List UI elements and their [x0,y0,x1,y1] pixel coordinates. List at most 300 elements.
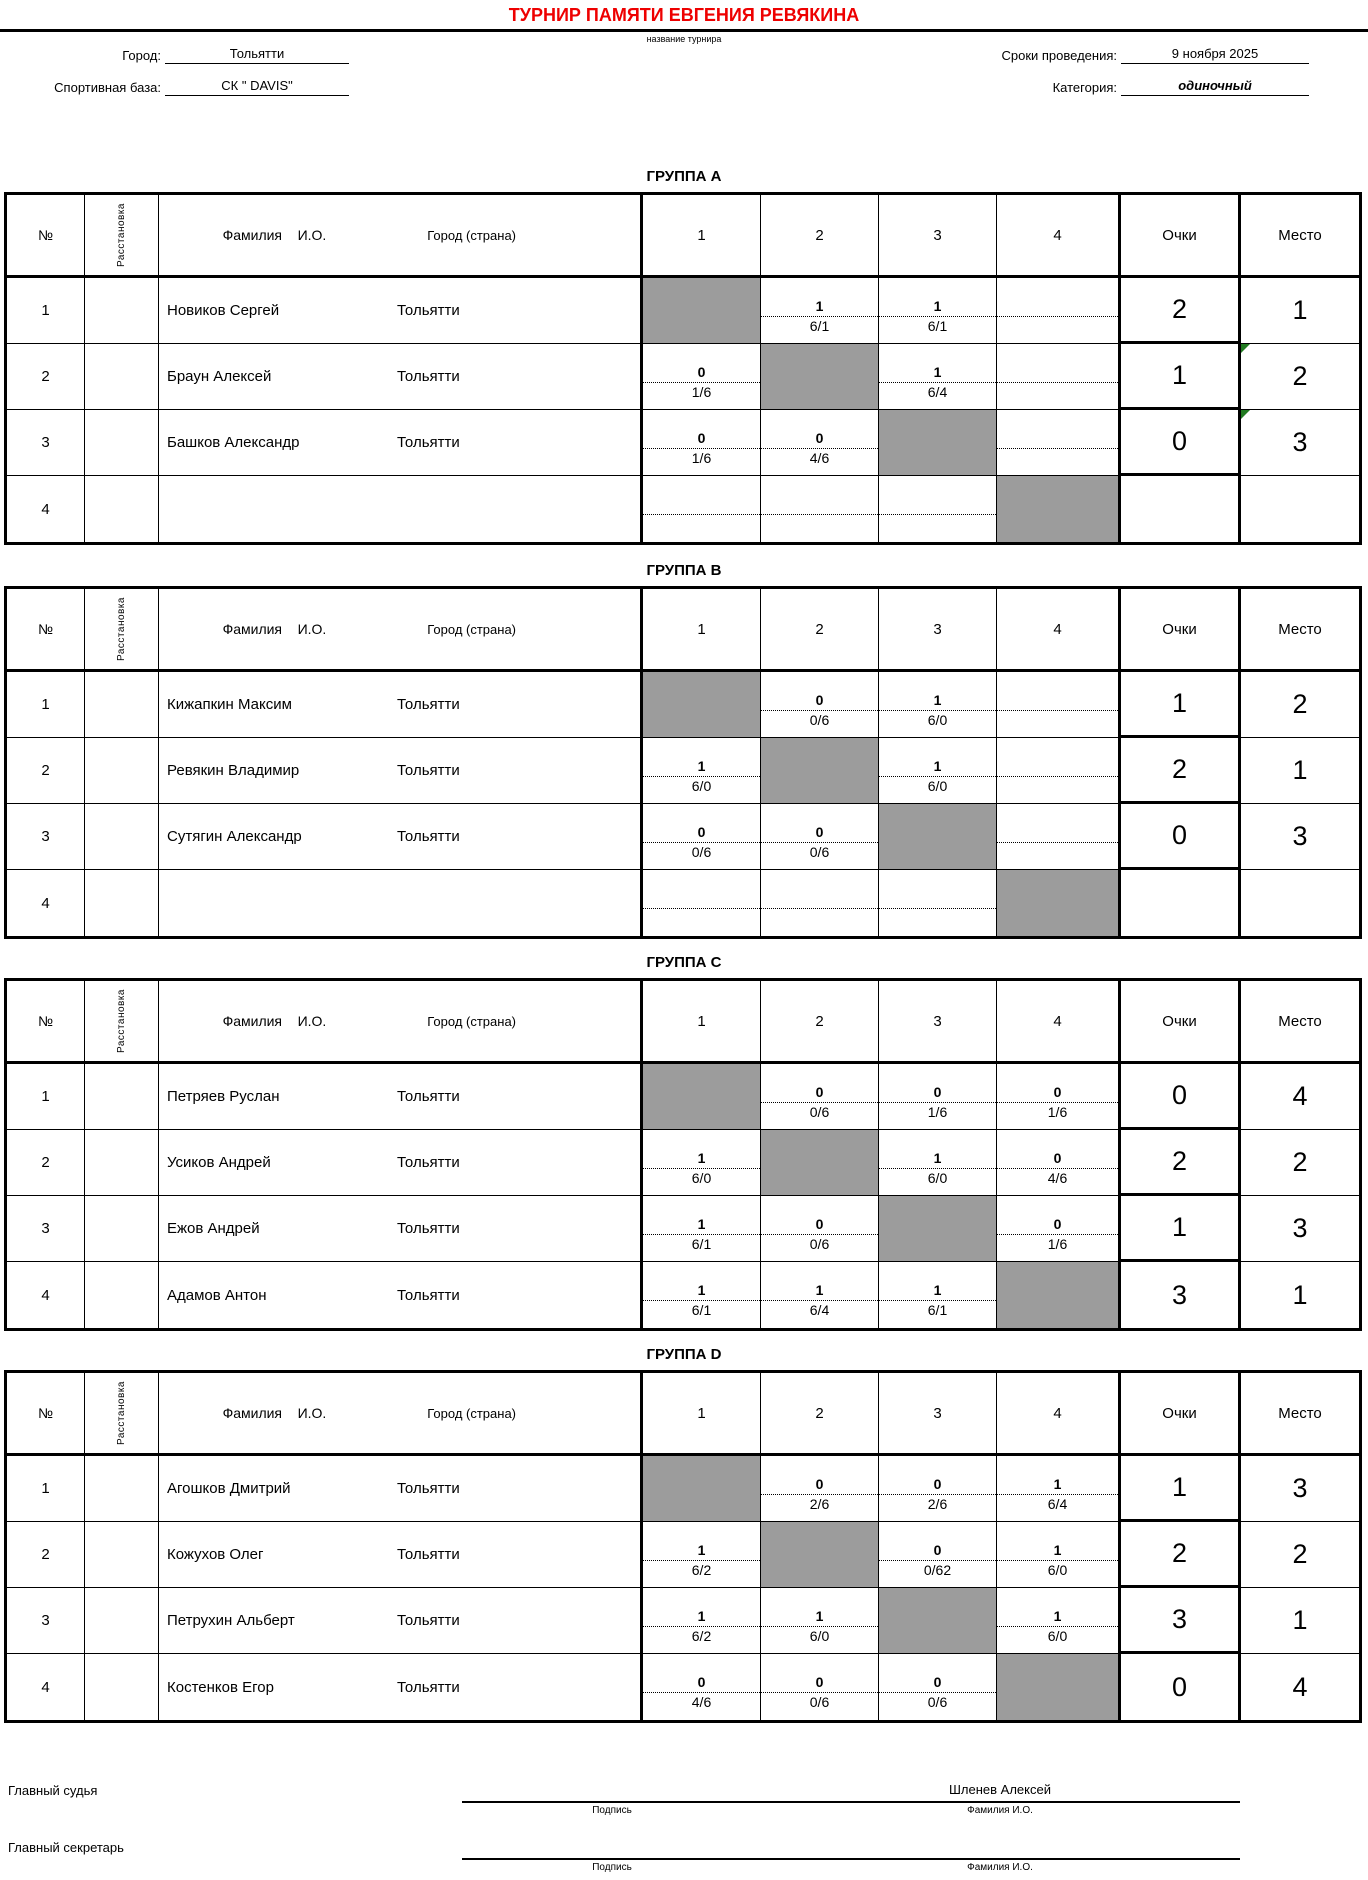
match-result-value [997,410,1118,449]
match-result-value: 0 [643,344,760,383]
match-result-value: 1 [643,1130,760,1169]
match-result-value [643,870,760,909]
surname-initials-label: Фамилия И.О. [222,621,327,637]
match-result-value: 0 [761,1196,878,1235]
row-number-cell: 3 [7,1196,85,1262]
set-score-value: 6/4 [1047,1496,1068,1512]
match-result-value: 0 [879,1064,996,1103]
place-cell: 1 [1241,278,1359,344]
col-header-player [159,1373,643,1456]
venue-label: Спортивная база: [54,80,161,95]
player-name: Ежов Андрей [167,1220,260,1237]
score-cell [997,1130,1121,1196]
score-cell [761,1262,879,1328]
set-score-value: 6/4 [809,1302,830,1318]
col-header-number: № [7,981,85,1064]
score-cell [761,1456,879,1522]
set-score-value: 1/6 [927,1104,948,1120]
row-number-cell: 3 [7,804,85,870]
points-cell: 1 [1121,1456,1241,1522]
seeding-vertical-label: Расстановка [116,597,127,661]
match-result-value: 1 [879,738,996,777]
place-cell: 3 [1241,410,1359,476]
city-country-label: Город (страна) [427,1405,517,1421]
player-city: Тольятти [396,368,460,385]
player-cell [159,1064,643,1130]
col-header-opponent: 4 [997,589,1121,672]
set-score-value: 1/6 [691,450,712,466]
player-name: Агошков Дмитрий [167,1480,291,1497]
score-cell [997,278,1121,344]
self-match-cell [761,344,879,410]
self-match-cell [879,410,997,476]
group-title: ГРУППА B [646,562,722,579]
set-score-value: 6/0 [1047,1562,1068,1578]
score-cell [997,1522,1121,1588]
player-city: Тольятти [396,1678,460,1696]
place-cell: 2 [1241,672,1359,738]
row-number-cell: 2 [7,1130,85,1196]
match-result-value: 0 [879,1654,996,1693]
set-score-value: 6/2 [691,1562,712,1578]
player-cell [159,1130,643,1196]
group-title: ГРУППА A [646,168,722,185]
col-header-number: № [7,1373,85,1456]
score-cell [643,1196,761,1262]
player-name: Браун Алексей [167,368,272,385]
place-cell [1241,870,1359,936]
match-result-value: 0 [643,410,760,449]
match-result-value: 1 [761,1588,878,1627]
col-header-points: Очки [1121,589,1241,672]
self-match-cell [879,1588,997,1654]
col-header-opponent: 3 [879,195,997,278]
place-cell: 1 [1292,1279,1308,1310]
player-city: Тольятти [396,1612,460,1629]
score-cell [761,1064,879,1130]
dates-label: Сроки проведения: [1001,48,1117,63]
col-header-player [159,195,643,278]
player-cell [159,344,643,410]
col-header-place: Место [1241,589,1359,672]
dates-value: 9 ноября 2025 [1121,46,1309,64]
match-result-value [997,738,1118,777]
set-score-value: 0/6 [809,1104,830,1120]
set-score-value: 0/62 [923,1562,952,1578]
score-cell [643,738,761,804]
set-score-value: 6/0 [691,778,712,794]
score-cell [997,1588,1121,1654]
row-number-cell: 2 [7,344,85,410]
player-cell [159,1588,643,1654]
score-cell [761,278,879,344]
match-result-value: 0 [643,1654,760,1693]
match-result-value: 0 [879,1522,996,1561]
score-cell [761,672,879,738]
seeding-cell [85,672,159,738]
score-cell [761,1654,879,1720]
seeding-cell [85,278,159,344]
venue-value: СК " DAVIS" [165,78,349,96]
category-value: одиночный [1121,78,1309,96]
row-number-cell: 2 [7,738,85,804]
score-cell [997,672,1121,738]
set-score-value: 2/6 [927,1496,948,1512]
set-score-value: 6/0 [927,712,948,728]
score-cell [879,1130,997,1196]
secretary-name-caption: Фамилия И.О. [967,1862,1033,1873]
set-score-value [997,383,1118,409]
player-city: Тольятти [396,302,460,319]
points-cell: 2 [1121,1522,1241,1588]
score-cell [997,410,1121,476]
set-score-value: 0/6 [691,844,712,860]
match-result-value [761,870,878,909]
match-result-value: 1 [643,1262,760,1301]
match-result-value: 0 [997,1196,1118,1235]
seeding-cell [85,1588,159,1654]
error-flag-triangle-icon [1241,410,1250,419]
set-score-value: 6/1 [691,1236,712,1252]
score-cell [643,410,761,476]
score-cell [761,870,879,936]
judge-name: Шленев Алексей [949,1782,1051,1797]
seeding-cell [85,1196,159,1262]
match-result-value: 1 [643,1588,760,1627]
match-result-value: 0 [997,1064,1118,1103]
score-cell [879,476,997,542]
tournament-subtitle: название турнира [646,34,722,44]
row-number-cell: 4 [7,1654,85,1720]
points-cell [1121,870,1241,936]
match-result-value: 0 [997,1130,1118,1169]
row-number-cell: 3 [7,1588,85,1654]
self-match-cell [643,672,761,738]
col-header-points: Очки [1121,195,1241,278]
secretary-sign-caption: Подпись [592,1862,632,1873]
col-header-seeding [85,1373,159,1456]
seeding-vertical-label: Расстановка [116,989,127,1053]
score-cell [643,1654,761,1720]
score-cell [643,1262,761,1328]
seeding-cell [85,870,159,936]
match-result-value: 1 [997,1456,1118,1495]
seeding-cell [85,1456,159,1522]
self-match-cell [997,1654,1121,1720]
score-cell [761,476,879,542]
set-score-value [997,317,1118,343]
set-score-value [997,843,1118,869]
seeding-cell [85,476,159,542]
player-city: Тольятти [396,762,460,779]
page-title: ТУРНИР ПАМЯТИ ЕВГЕНИЯ РЕВЯКИНА [508,5,860,25]
seeding-cell [85,410,159,476]
col-header-place: Место [1241,195,1359,278]
row-number-cell: 1 [7,1456,85,1522]
secretary-signature-line [462,1858,1240,1860]
set-score-value: 6/1 [927,1302,948,1318]
match-result-value [879,476,996,515]
match-result-value: 1 [761,278,878,317]
col-header-player [159,589,643,672]
self-match-cell [643,1064,761,1130]
player-city: Тольятти [396,828,460,845]
place-cell: 2 [1241,1130,1359,1196]
self-match-cell [643,1456,761,1522]
score-cell [761,410,879,476]
match-result-value: 1 [643,738,760,777]
player-name: Адамов Антон [167,1286,267,1304]
player-cell [159,278,643,344]
score-cell [879,870,997,936]
seeding-cell [85,1654,159,1720]
match-result-value: 0 [761,410,878,449]
match-result-value [997,278,1118,317]
col-header-opponent: 2 [761,589,879,672]
self-match-cell [997,476,1121,542]
col-header-place: Место [1241,1373,1359,1456]
seeding-cell [85,804,159,870]
set-score-value: 1/6 [1047,1104,1068,1120]
points-cell: 1 [1121,344,1241,410]
match-result-value: 0 [643,804,760,843]
col-header-place: Место [1241,981,1359,1064]
col-header-seeding [85,589,159,672]
col-header-player [159,981,643,1064]
category-label: Категория: [1052,80,1117,95]
match-result-value: 0 [761,1456,878,1495]
match-result-value: 0 [761,672,878,711]
col-header-opponent: 3 [879,981,997,1064]
col-header-opponent: 3 [879,589,997,672]
judge-signature-line [462,1801,1240,1803]
match-result-value [761,476,878,515]
points-cell: 3 [1121,1262,1241,1328]
score-cell [997,1196,1121,1262]
col-header-opponent: 2 [761,195,879,278]
col-header-opponent: 3 [879,1373,997,1456]
player-city: Тольятти [396,1480,460,1497]
match-result-value [643,476,760,515]
surname-initials-label: Фамилия И.О. [222,1405,327,1421]
row-number-cell: 1 [7,672,85,738]
place-cell [1241,476,1359,542]
group-table [4,1370,1362,1723]
set-score-value: 6/4 [927,384,948,400]
player-name: Петряев Руслан [167,1088,280,1105]
score-cell [879,1262,997,1328]
score-cell [997,804,1121,870]
score-cell [643,870,761,936]
score-cell [879,1522,997,1588]
points-cell: 2 [1121,738,1241,804]
player-cell [159,1196,643,1262]
self-match-cell [643,278,761,344]
place-cell: 3 [1241,1456,1359,1522]
row-number-cell: 4 [7,870,85,936]
match-result-value [879,870,996,909]
set-score-value: 6/1 [927,318,948,334]
player-name: Костенков Егор [167,1678,274,1696]
points-cell: 1 [1121,672,1241,738]
score-cell [879,672,997,738]
match-result-value: 1 [997,1588,1118,1627]
seeding-cell [85,738,159,804]
score-cell [761,1588,879,1654]
col-header-opponent: 1 [643,195,761,278]
set-score-value: 6/0 [809,1628,830,1644]
player-cell [159,1456,643,1522]
player-name: Усиков Андрей [167,1154,271,1171]
seeding-vertical-label: Расстановка [116,203,127,267]
group-table [4,586,1362,939]
points-cell: 0 [1121,1654,1241,1720]
score-cell [643,344,761,410]
set-score-value [879,515,996,542]
set-score-value: 0/6 [927,1694,948,1710]
self-match-cell [761,738,879,804]
match-result-value [997,344,1118,383]
set-score-value: 0/6 [809,712,830,728]
col-header-opponent: 4 [997,981,1121,1064]
set-score-value [997,449,1118,475]
judge-label: Главный судья [8,1783,98,1798]
match-result-value: 1 [879,1130,996,1169]
col-header-opponent: 4 [997,195,1121,278]
group-table [4,192,1362,545]
player-city: Тольятти [396,434,460,451]
score-cell [643,1522,761,1588]
score-cell [879,344,997,410]
match-result-value: 1 [761,1262,878,1301]
row-number-cell: 1 [7,1064,85,1130]
player-cell [159,476,643,542]
set-score-value [997,711,1118,737]
city-country-label: Город (страна) [427,621,517,637]
set-score-value: 6/0 [1047,1628,1068,1644]
player-cell [159,738,643,804]
set-score-value: 6/1 [691,1302,712,1318]
city-value: Тольятти [165,46,349,64]
player-city: Тольятти [396,696,460,713]
player-cell [159,1654,643,1720]
player-city: Тольятти [396,1154,460,1171]
self-match-cell [879,1196,997,1262]
match-result-value: 0 [879,1456,996,1495]
player-name: Башков Александр [167,434,300,451]
score-cell [643,1130,761,1196]
self-match-cell [879,804,997,870]
match-result-value: 0 [761,804,878,843]
col-header-points: Очки [1121,1373,1241,1456]
set-score-value [761,909,878,936]
row-number-cell: 1 [7,278,85,344]
place-cell: 3 [1241,804,1359,870]
set-score-value [879,909,996,936]
score-cell [643,1588,761,1654]
player-name: Кожухов Олег [167,1546,264,1563]
score-cell [761,804,879,870]
secretary-label: Главный секретарь [8,1840,124,1855]
self-match-cell [997,1262,1121,1328]
row-number-cell: 3 [7,410,85,476]
points-cell: 2 [1121,1130,1241,1196]
set-score-value: 2/6 [809,1496,830,1512]
player-name: Сутягин Александр [167,828,302,845]
judge-name-caption: Фамилия И.О. [967,1805,1033,1816]
match-result-value: 1 [879,278,996,317]
score-cell [879,738,997,804]
points-cell: 2 [1121,278,1241,344]
player-city: Тольятти [396,1546,460,1563]
col-header-opponent: 1 [643,981,761,1064]
score-cell [879,1654,997,1720]
match-result-value: 1 [997,1522,1118,1561]
self-match-cell [997,870,1121,936]
group-title: ГРУППА C [646,954,722,971]
set-score-value: 4/6 [809,450,830,466]
set-score-value: 1/6 [691,384,712,400]
player-cell [159,804,643,870]
match-result-value [997,804,1118,843]
match-result-value: 0 [761,1064,878,1103]
score-cell [997,1064,1121,1130]
place-cell: 1 [1241,738,1359,804]
judge-sign-caption: Подпись [592,1805,632,1816]
seeding-cell [85,1262,159,1328]
set-score-value: 0/6 [809,1236,830,1252]
score-cell [879,1064,997,1130]
player-cell [159,870,643,936]
set-score-value [643,909,760,936]
score-cell [997,738,1121,804]
player-name: Петрухин Альберт [167,1612,295,1629]
row-number-cell: 4 [7,1262,85,1328]
set-score-value [997,777,1118,803]
player-cell [159,672,643,738]
col-header-opponent: 1 [643,589,761,672]
score-cell [997,344,1121,410]
col-header-opponent: 2 [761,981,879,1064]
seeding-cell [85,1130,159,1196]
points-cell: 0 [1121,1064,1241,1130]
city-country-label: Город (страна) [427,227,517,243]
player-city: Тольятти [396,1220,460,1237]
col-header-opponent: 4 [997,1373,1121,1456]
points-cell: 3 [1121,1588,1241,1654]
set-score-value [761,515,878,542]
player-cell [159,1522,643,1588]
score-cell [879,1456,997,1522]
set-score-value: 6/0 [927,1170,948,1186]
place-cell: 2 [1241,344,1359,410]
seeding-cell [85,1064,159,1130]
set-score-value: 0/6 [809,844,830,860]
col-header-points: Очки [1121,981,1241,1064]
col-header-seeding [85,981,159,1064]
player-name: Ревякин Владимир [167,762,300,779]
player-city: Тольятти [396,1286,460,1304]
match-result-value: 1 [643,1522,760,1561]
score-cell [997,1456,1121,1522]
surname-initials-label: Фамилия И.О. [222,227,327,243]
score-cell [643,476,761,542]
points-cell: 1 [1121,1196,1241,1262]
set-score-value: 1/6 [1047,1236,1068,1252]
self-match-cell [761,1522,879,1588]
score-cell [879,278,997,344]
row-number-cell: 4 [7,476,85,542]
